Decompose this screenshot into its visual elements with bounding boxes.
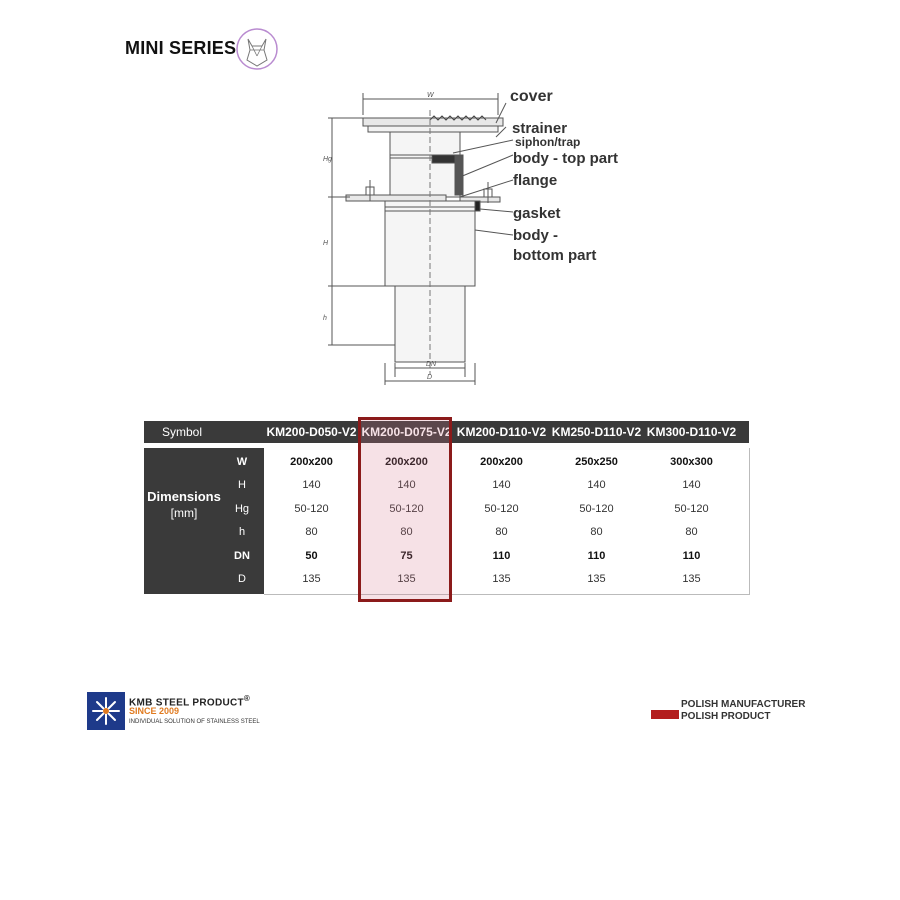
table-cell: 200x200 [480, 456, 523, 468]
dim-w-label: W [427, 92, 434, 99]
brand-since: SINCE 2009 [129, 706, 180, 716]
polish-product-text: POLISH PRODUCT [681, 711, 771, 722]
table-cell: 250x250 [575, 456, 618, 468]
table-cell: 135 [302, 573, 321, 585]
polish-flag-bar [651, 710, 679, 719]
table-cell: 50-120 [579, 503, 614, 515]
param-label: W [236, 456, 248, 468]
brand-reg: ® [243, 694, 251, 703]
label-gasket: gasket [513, 205, 561, 222]
kmb-logo-icon [87, 692, 125, 730]
table-cell: 50-120 [484, 503, 519, 515]
param-label: DN [234, 550, 250, 562]
table-cell: 200x200 [385, 456, 428, 468]
table-cell: 140 [397, 479, 416, 491]
label-body-bottom-1: body - [513, 227, 558, 244]
table-cell: 110 [492, 550, 511, 562]
series-title: MINI SERIES [125, 38, 237, 58]
dimensions-label: Dimensions [147, 489, 221, 504]
table-cell: 80 [685, 526, 698, 538]
table-cell: 135 [587, 573, 606, 585]
label-cover: cover [510, 88, 553, 105]
dim-h-lower-label: h [323, 315, 327, 322]
table-cell: 50-120 [674, 503, 709, 515]
brand-tagline: INDIVIDUAL SOLUTION OF STAINLESS STEEL [129, 719, 260, 725]
model-header: KM250-D110-V2 [551, 425, 642, 439]
param-label: H [238, 479, 246, 491]
table-cell: 50-120 [389, 503, 424, 515]
table-cell: 80 [400, 526, 413, 538]
table-cell: 300x300 [670, 456, 713, 468]
param-label: h [238, 526, 246, 538]
label-siphon: siphon/trap [515, 135, 581, 149]
table-cell: 80 [590, 526, 603, 538]
table-cell: 200x200 [290, 456, 333, 468]
polish-manufacturer-text: POLISH MANUFACTURER [681, 699, 806, 710]
table-cell: 50-120 [294, 503, 329, 515]
model-header: KM300-D110-V2 [646, 425, 737, 439]
model-header: KM200-D075-V2 [361, 425, 452, 439]
table-cell: 110 [587, 550, 606, 562]
table-cell: 140 [302, 479, 321, 491]
brand-name-text: KMB STEEL PRODUCT [129, 697, 244, 709]
cat-logo-icon [234, 26, 280, 72]
symbol-header: Symbol [162, 425, 203, 439]
label-strainer: strainer [512, 120, 568, 137]
label-body-bottom-2: bottom part [513, 247, 597, 264]
model-header: KM200-D050-V2 [266, 425, 357, 439]
label-flange: flange [513, 172, 558, 189]
dim-h-upper-label: H [323, 240, 329, 247]
table-cell: 110 [682, 550, 701, 562]
table-cell: 80 [305, 526, 318, 538]
table-cell: 135 [397, 573, 416, 585]
label-body-top: body - top part [513, 150, 618, 167]
highlight-box [358, 417, 452, 602]
table-data-area [264, 448, 750, 595]
table-cell: 135 [492, 573, 511, 585]
dim-hg-label: Hg [323, 156, 332, 163]
param-label: D [238, 573, 246, 585]
table-cell: 135 [682, 573, 701, 585]
technical-drawing [310, 85, 630, 385]
table-cell: 50 [305, 550, 318, 562]
table-cell: 140 [682, 479, 701, 491]
param-label: Hg [234, 503, 250, 515]
dimensions-unit: [mm] [170, 506, 198, 520]
dim-dn-label: DN [426, 361, 437, 368]
table-cell: 80 [495, 526, 508, 538]
dim-d-label: D [427, 374, 433, 381]
model-header: KM200-D110-V2 [456, 425, 547, 439]
table-cell: 75 [400, 550, 413, 562]
table-cell: 140 [492, 479, 511, 491]
table-cell: 140 [587, 479, 606, 491]
